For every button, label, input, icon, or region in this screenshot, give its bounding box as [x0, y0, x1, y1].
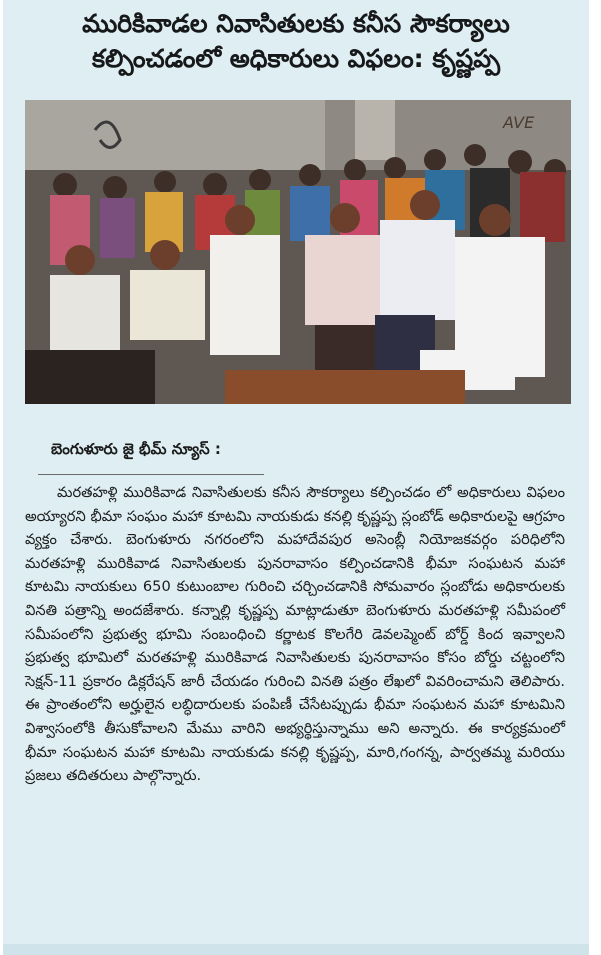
- wall-graffiti: AVE: [503, 113, 535, 132]
- headline-line-1: మురికివాడల నివాసితులకు కనీస సౌకర్యాలు: [82, 9, 510, 38]
- byline-divider: [38, 474, 264, 475]
- article-body: [25, 481, 565, 788]
- news-photo: [25, 100, 571, 404]
- news-clipping: [3, 0, 589, 955]
- news-byline: బెంగుళూరు జై భీమ్ న్యూస్ :: [51, 440, 221, 458]
- headline-line-2: కల్పించడంలో అధికారులు విఫలం: కృష్ణప్ప: [91, 44, 501, 73]
- page-edge: [3, 944, 589, 955]
- article-paragraph: మరతహళ్లి మురికివాడ నివాసితులకు కనీస సౌకర్యాలు కల్పించడం లో అధికారులు విఫలం అయ్యారని భీమా సంఘం మహా కూటమి నాయకుడు కనల్లి కృష్ణప్ప స్లంబోడ్ అధికారులపై ఆగ్రహం వ్యక్తం చేశారు. బెంగుళూరు నగరంలోని మహాదేవపుర అసెంబ్లీ నియోజకవర్గం పరిధిలోని మరతహళ్లి మురికివాడ నివాసితులకు పునరావాసం కల్పించడానికి భీమా సంఘటన మహా కూటమి నాయకులు 650 కుటుంబాల గురించి చర్చించడానికి సోమవారం స్లంబోడు అధికారులకు వినతి పత్రాన్ని అందజేశారు. కన్నాల్లి కృష్ణప్ప మాట్లాడుతూ బెంగుళూరు మరతహళ్లి సమీపంలో సమీపంలోని ప్రభుత్వ భూమి సంబంధించి కర్ణాటక కొలగేరి డెవలప్మెంట్ బోర్డ్ కింద ఇవ్వాలని ప్రభుత్వ భూమిలో మరతహళ్లి మురికివాడ నివాసితులకు పునరావాసం కోసం బోర్డు చట్టంలోని సెక్షన్-11 ప్రకారం డిక్లరేషన్ జారీ చేయడం గురించి వినతి పత్రం లేఖలో వివరించామని తెలిపారు. ఈ ప్రాంతంలోని అర్హులైన లబ్ధిదారులకు పంపిణీ చేసేటప్పుడు భీమా సంఘటన మహా కూటమిని విశ్వాసంలోకి తీసుకోవాలని మేము వారిని అభ్యర్థిస్తున్నాము అని అన్నారు. ఈ కార్యక్రమంలో భీమా సంఘటన మహా కూటమి నాయకుడు కనల్లి కృష్ణప్ప, మారి,గంగన్న, పార్వతమ్మ మరియు ప్రజలు తదితరులు పాల్గొన్నారు.: [25, 484, 565, 785]
- headline: [3, 6, 589, 76]
